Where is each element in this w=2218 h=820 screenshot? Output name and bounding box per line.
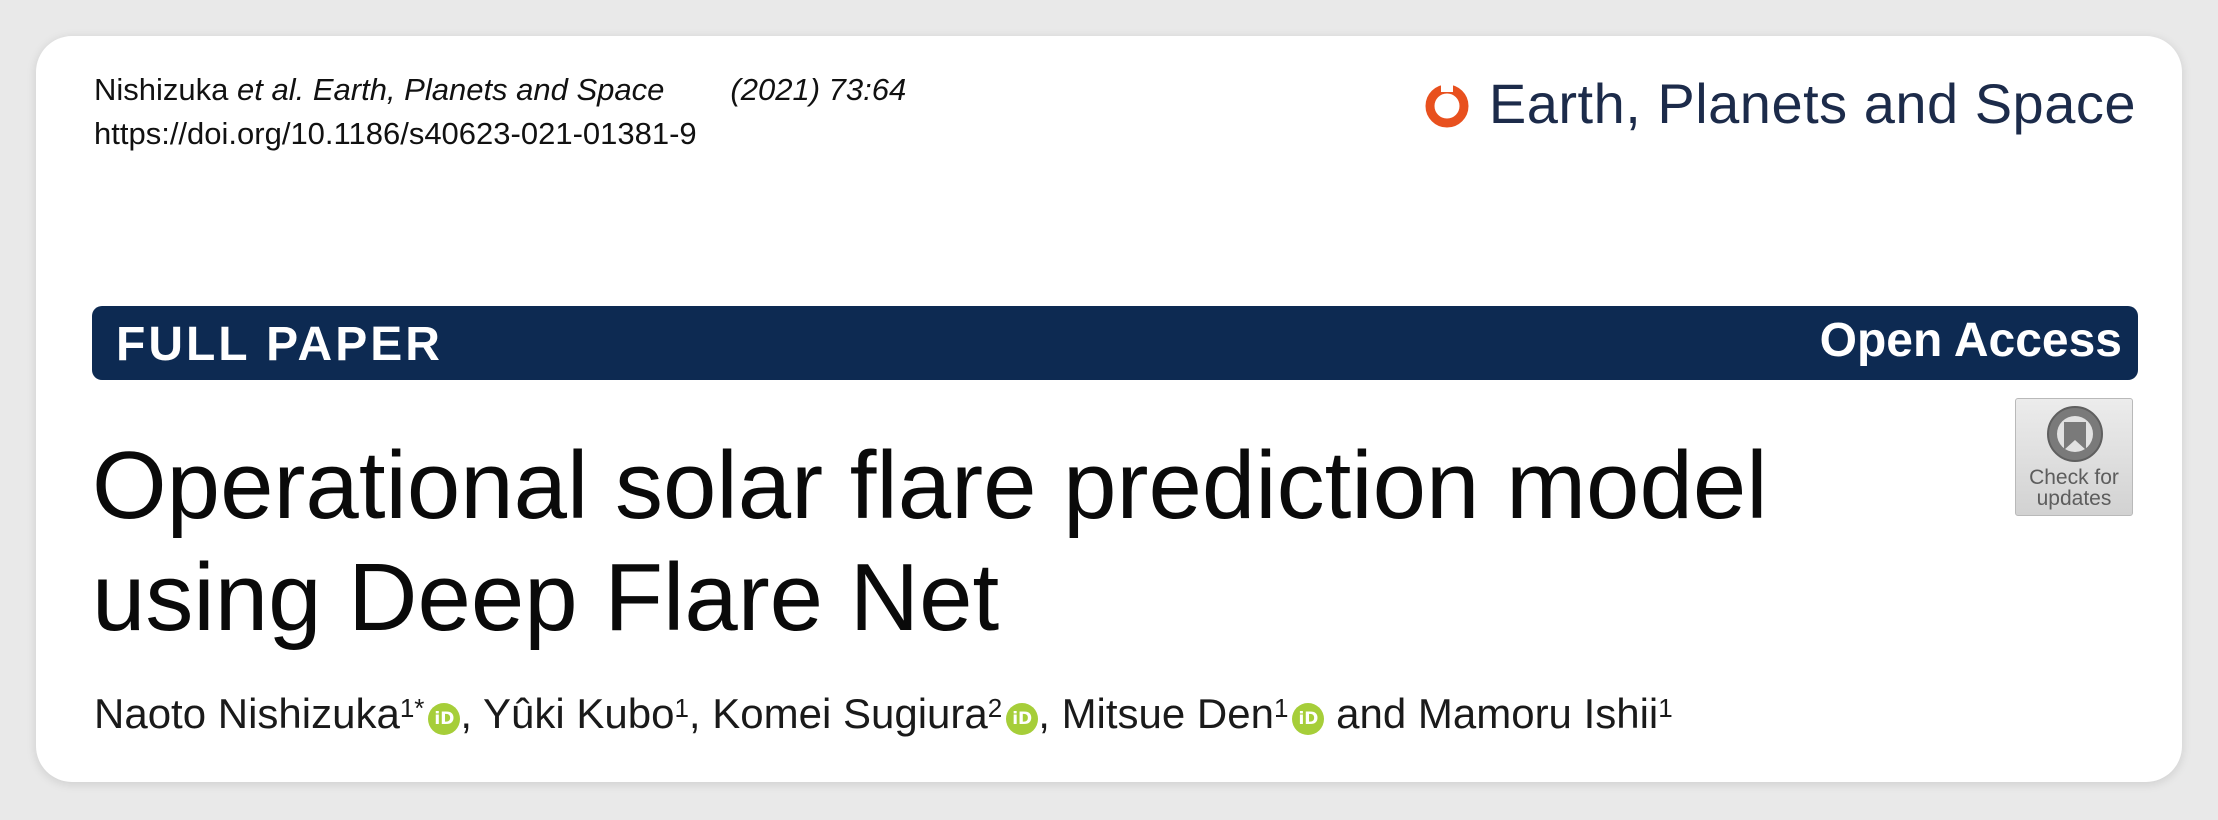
orcid-icon[interactable]: iD xyxy=(428,703,460,735)
paper-title-line1: Operational solar flare prediction model xyxy=(92,432,1768,539)
author-name[interactable]: Mitsue Den xyxy=(1061,690,1274,737)
paper-title xyxy=(92,430,1972,654)
author-name[interactable]: Mamoru Ishii xyxy=(1417,690,1659,737)
author-name[interactable]: Komei Sugiura xyxy=(712,690,988,737)
orcid-icon[interactable]: iD xyxy=(1006,703,1038,735)
journal-brand[interactable] xyxy=(1423,74,2136,134)
author-name[interactable]: Yûki Kubo xyxy=(482,690,675,737)
article-type-label: FULL PAPER xyxy=(116,318,443,371)
journal-name: Earth, Planets and Space xyxy=(1488,72,2136,135)
check-for-updates-button[interactable] xyxy=(2015,398,2133,516)
author-separator: , xyxy=(1038,690,1062,737)
author-separator: and xyxy=(1324,690,1418,737)
doi-link[interactable]: https://doi.org/10.1186/s40623-021-01381-9 xyxy=(94,116,697,151)
author-affiliation: 1 xyxy=(674,693,689,723)
article-type-banner xyxy=(92,306,2138,380)
author-affiliation: 2 xyxy=(987,693,1003,723)
citation-journal: et al. Earth, Planets and Space xyxy=(237,72,665,107)
open-access-label: Open Access xyxy=(1819,314,2122,367)
author-affiliation: 1 xyxy=(1658,693,1673,723)
citation-author: Nishizuka xyxy=(94,72,229,107)
citation-block xyxy=(94,68,906,156)
orcid-icon[interactable]: iD xyxy=(1292,703,1324,735)
author-separator: , xyxy=(460,690,483,737)
check-updates-line2: updates xyxy=(2036,487,2112,510)
crossmark-icon xyxy=(2045,404,2105,464)
author-affiliation: 1* xyxy=(399,693,425,723)
citation-year-volume: (2021) 73:64 xyxy=(730,72,907,107)
author-affiliation: 1 xyxy=(1273,693,1289,723)
author-separator: , xyxy=(688,690,713,737)
springer-open-logo-icon xyxy=(1423,80,1471,128)
check-updates-line1: Check for xyxy=(2029,466,2119,489)
paper-title-line2: using Deep Flare Net xyxy=(92,544,1000,651)
citation-line xyxy=(94,68,906,112)
author-list xyxy=(94,688,1673,740)
author-name[interactable]: Naoto Nishizuka xyxy=(94,690,400,737)
